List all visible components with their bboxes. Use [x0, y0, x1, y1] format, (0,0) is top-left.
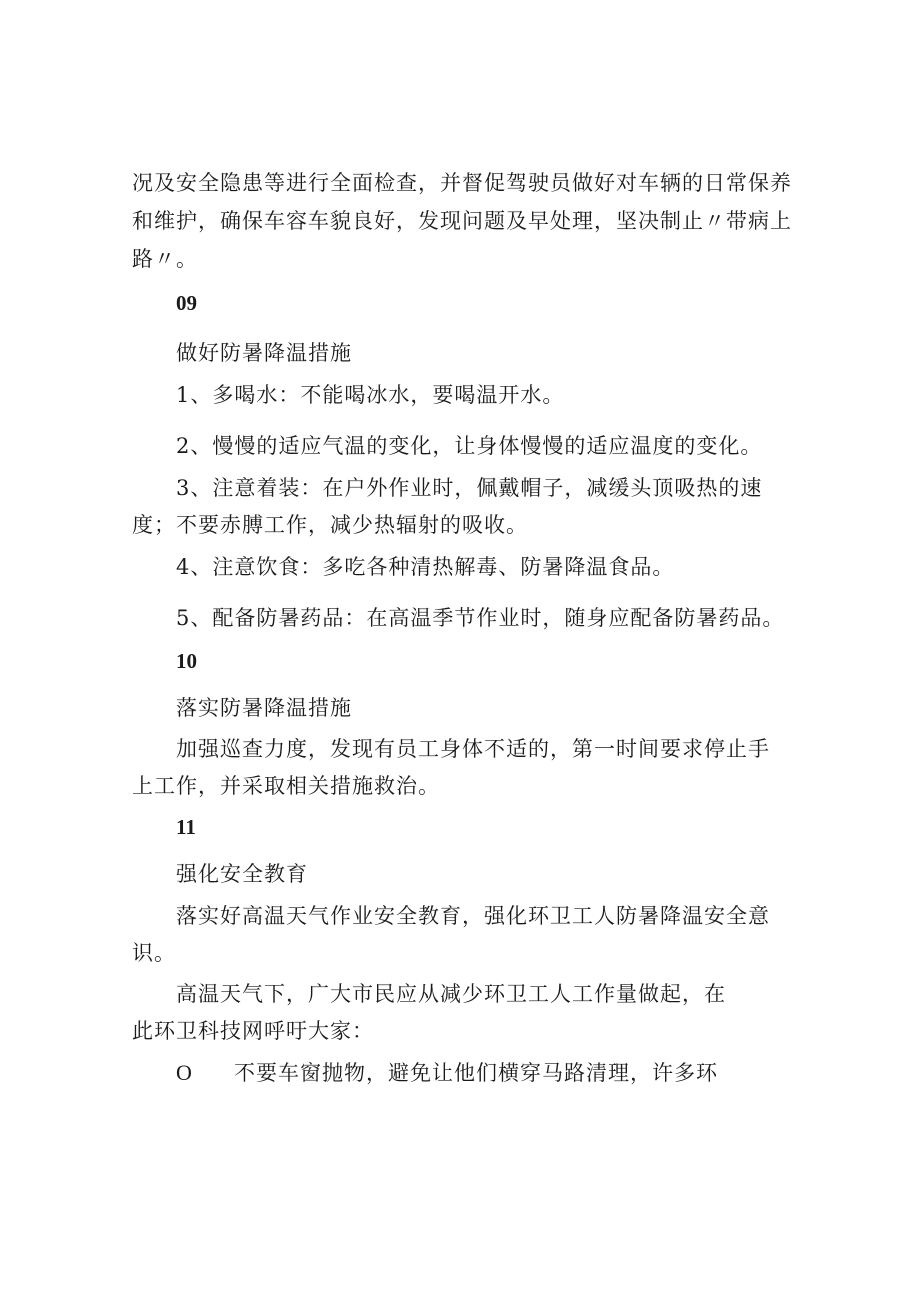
section-number: 11	[176, 815, 196, 839]
list-item: 1、多喝水：不能喝冰水，要喝温开水。	[176, 383, 565, 407]
list-item: 5、配备防暑药品：在高温季节作业时，随身应配备防暑药品。	[176, 606, 785, 630]
paragraph-line: 和维护，确保车容车貌良好，发现问题及早处理，坚决制止〃带病上	[132, 209, 792, 233]
paragraph-line: 加强巡查力度，发现有员工身体不适的，第一时间要求停止手	[176, 737, 770, 761]
paragraph-line: 上工作，并采取相关措施救治。	[132, 774, 440, 798]
section-number: 10	[176, 649, 197, 673]
bullet-marker: O	[176, 1060, 192, 1085]
list-item: 2、慢慢的适应气温的变化，让身体慢慢的适应温度的变化。	[176, 434, 763, 458]
list-item: 4、注意饮食：多吃各种清热解毒、防暑降温食品。	[176, 555, 675, 579]
section-title: 落实防暑降温措施	[176, 696, 352, 720]
section-number: 09	[176, 291, 197, 315]
list-item-continued: 度；不要赤膊工作，减少热辐射的吸收。	[132, 513, 528, 537]
paragraph-line: 落实好高温天气作业安全教育，强化环卫工人防暑降温安全意	[176, 904, 770, 928]
paragraph-line: 路〃。	[132, 247, 198, 271]
section-title: 强化安全教育	[176, 862, 308, 886]
section-title: 做好防暑降温措施	[176, 341, 352, 365]
paragraph-line: 此环卫科技网呼吁大家：	[132, 1019, 374, 1043]
paragraph-line: 识。	[132, 941, 176, 965]
paragraph-line: 况及安全隐患等进行全面检查，并督促驾驶员做好对车辆的日常保养	[132, 171, 792, 195]
list-item: 3、注意着装：在户外作业时，佩戴帽子，减缓头顶吸热的速	[176, 476, 763, 500]
bullet-text: 不要车窗抛物，避免让他们横穿马路清理，许多环	[234, 1061, 718, 1085]
paragraph-line: 高温天气下，广大市民应从减少环卫工人工作量做起，在	[176, 982, 726, 1006]
